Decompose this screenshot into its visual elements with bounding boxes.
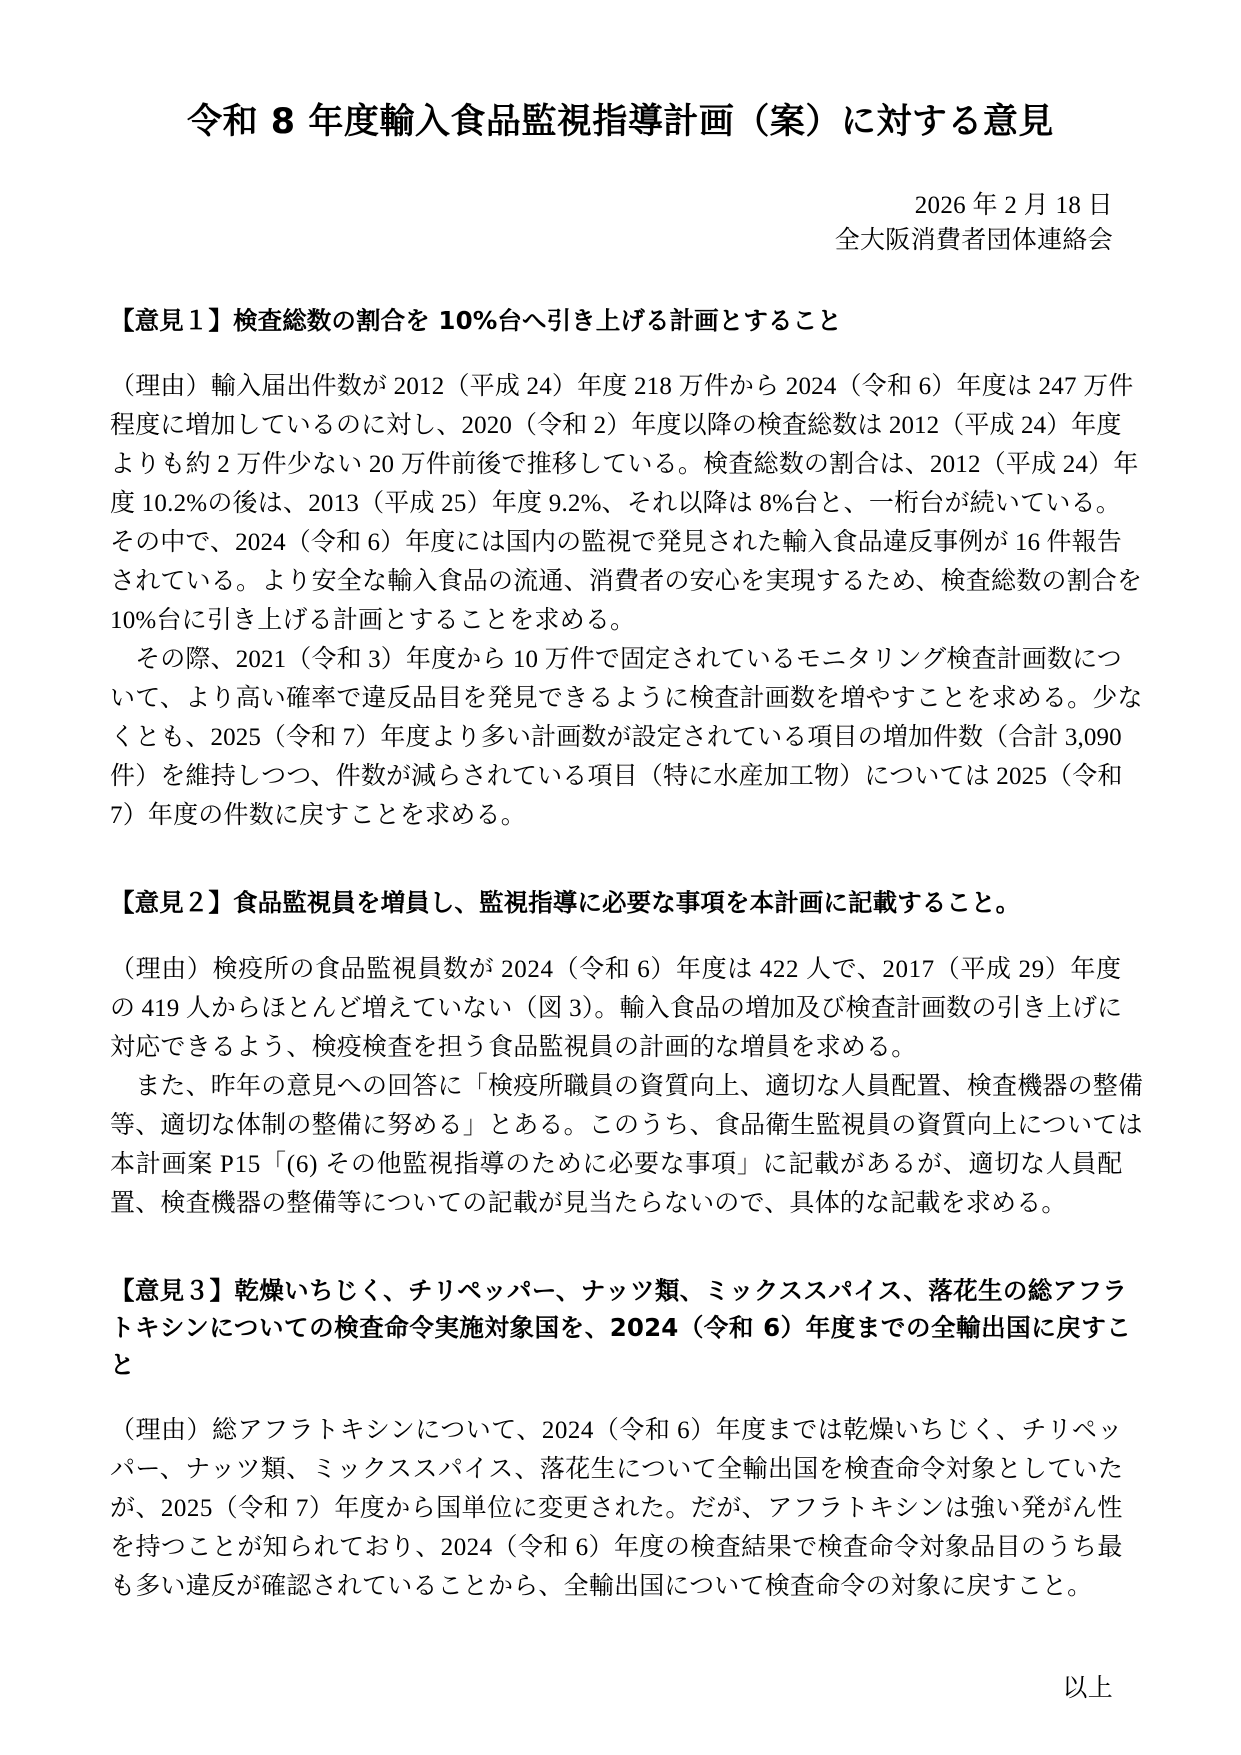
text-line: 置、検査機器の整備等についての記載が見当たらないので、具体的な記載を求める。: [110, 1190, 1067, 1217]
text-line: されている。より安全な輸入食品の流通、消費者の安心を実現するため、検査総数の割合を: [110, 568, 1143, 596]
opinion-2-paragraph-2: [110, 1067, 1144, 1223]
text-line: も多い違反が確認されていることから、全輸出国について検査命令の対象に戻すこと。: [110, 1573, 1093, 1601]
text-line: パー、ナッツ類、ミックススパイス、落花生について全輸出国を検査命令対象としていた: [110, 1456, 1124, 1484]
opinion-section-3: [110, 1223, 1131, 1606]
opinion-1-paragraph-1: [110, 367, 1143, 640]
opinion-2-paragraph-1: [110, 950, 1131, 1067]
text-line: を持つことが知られており、2024（令和 6）年度の検査結果で検査命令対象品目のうち最: [110, 1534, 1123, 1562]
text-line: その中で、2024（令和 6）年度には国内の監視で発見された輸入食品違反事例が 16 件報告: [110, 529, 1122, 557]
document-date: 2026 年 2 月 18 日: [914, 191, 1113, 219]
opinion-section-2: [110, 835, 1144, 1223]
text-line: よりも約 2 万件少ない 20 万件前後で推移している。検査総数の割合は、2012（平成 24）年: [110, 451, 1139, 479]
opinion-1-paragraph-2: [110, 640, 1143, 835]
text-line: 件）を維持しつつ、件数が減らされている項目（特に水産加工物）については 2025（令和: [110, 763, 1123, 791]
text-line: また、昨年の意見への回答に「検疫所職員の資質向上、適切な人員配置、検査機器の整備: [110, 1073, 1144, 1100]
heading-line: トキシンについての検査命令実施対象国を、2024（令和 6）年度までの全輸出国に戻すこと: [110, 1312, 1131, 1379]
document-organization: 全大阪消費者団体連絡会: [834, 227, 1113, 254]
text-line: （理由）検疫所の食品監視員数が 2024（令和 6）年度は 422 人で、2017（平成 29）年度: [110, 956, 1122, 983]
text-line: の 419 人からほとんど増えていない（図 3）。輸入食品の増加及び検査計画数の引き上げに: [110, 995, 1123, 1022]
opinion-2-heading: 【意見２】食品監視員を増員し、監視指導に必要な事項を本計画に記載すること。: [110, 888, 1021, 918]
text-line: 7）年度の件数に戻すことを求める。: [110, 802, 526, 830]
text-line: くとも、2025（令和 7）年度より多い計画数が設定されている項目の増加件数（合計 3,090: [110, 724, 1122, 752]
text-line: いて、より高い確率で違反品目を発見できるように検査計画数を増やすことを求める。少な: [110, 685, 1143, 713]
text-line: が、2025（令和 7）年度から国単位に変更された。だが、アフラトキシンは強い発がん性: [110, 1495, 1123, 1523]
text-line: 度 10.2%の後は、2013（平成 25）年度 9.2%、それ以降は 8%台と、一桁台が続いている。: [110, 490, 1122, 518]
closing-mark: 以上: [1062, 1675, 1113, 1703]
text-line: その際、2021（令和 3）年度から 10 万件で固定されているモニタリング検査計画数につ: [110, 646, 1122, 674]
opinion-3-heading: [110, 1273, 1131, 1383]
opinion-3-paragraph-1: [110, 1411, 1131, 1606]
heading-line: 【意見３】乾燥いちじく、チリペッパー、ナッツ類、ミックススパイス、落花生の総アフラ: [110, 1276, 1128, 1305]
text-line: 対応できるよう、検疫検査を担う食品監視員の計画的な増員を求める。: [110, 1034, 917, 1061]
page-title: 令和 8 年度輸入食品監視指導計画（案）に対する意見: [187, 102, 1054, 142]
text-line: （理由）総アフラトキシンについて、2024（令和 6）年度までは乾燥いちじく、チリペッ: [110, 1417, 1123, 1445]
document-content: [110, 0, 1144, 1704]
text-line: 程度に増加しているのに対し、2020（令和 2）年度以降の検査総数は 2012（平成 24）年度: [110, 412, 1122, 440]
text-line: 本計画案 P15「(6) その他監視指導のために必要な事項」に記載があるが、適切な人員配: [110, 1151, 1123, 1178]
text-line: 10%台に引き上げる計画とすることを求める。: [110, 607, 636, 635]
opinion-section-1: [110, 259, 1143, 836]
opinion-1-heading: 【意見１】検査総数の割合を 10%台へ引き上げる計画とすること: [110, 305, 842, 335]
document-meta: [110, 188, 1131, 259]
text-line: 等、適切な体制の整備に努める」とある。このうち、食品衛生監視員の資質向上については: [110, 1112, 1143, 1139]
text-line: （理由）輸入届出件数が 2012（平成 24）年度 218 万件から 2024（令和 6）年度は 247 万件: [110, 373, 1134, 401]
